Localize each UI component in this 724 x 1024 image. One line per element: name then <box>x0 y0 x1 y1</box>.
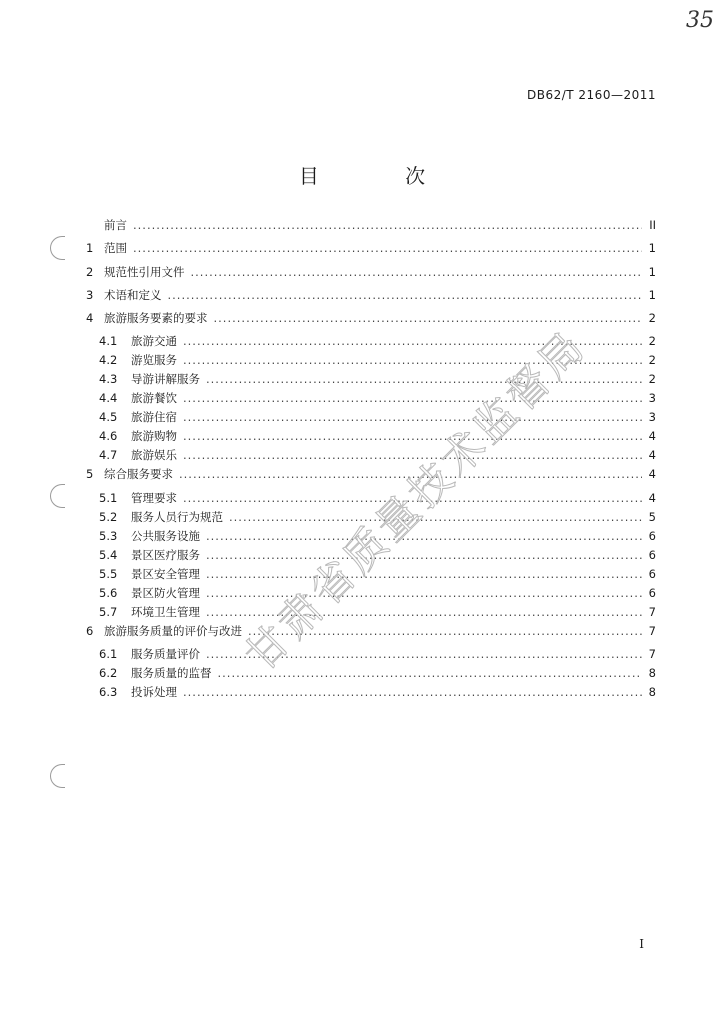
toc-entry-number: 4.6 <box>99 429 118 444</box>
toc-entry-page: 8 <box>648 666 656 681</box>
toc-entry-page: 6 <box>648 566 656 581</box>
toc-entry-label: 景区安全管理 <box>131 566 200 581</box>
table-of-contents <box>86 217 656 703</box>
toc-entry-page: 4 <box>648 490 656 505</box>
toc-entry-number: 5.2 <box>99 509 118 524</box>
toc-entry-page: 1 <box>648 241 656 256</box>
dot-leader <box>133 218 642 232</box>
toc-entry-label: 旅游服务要素的要求 <box>104 311 208 326</box>
dot-leader <box>183 391 642 405</box>
dot-leader <box>183 410 642 424</box>
toc-entry-number: 4.4 <box>99 391 118 406</box>
dot-leader <box>206 529 642 543</box>
toc-entry[interactable] <box>86 264 656 287</box>
toc-entry-page: 2 <box>648 372 656 387</box>
toc-entry-number: 4.3 <box>99 372 118 387</box>
toc-entry[interactable] <box>86 466 656 489</box>
toc-entry-number: 5.4 <box>99 547 118 562</box>
toc-entry-page: 7 <box>648 623 656 638</box>
toc-entry-label: 旅游服务质量的评价与改进 <box>104 623 242 638</box>
toc-entry-page: 3 <box>648 391 656 406</box>
toc-entry-number: 4 <box>86 311 94 326</box>
toc-entry-label: 投诉处理 <box>131 685 177 700</box>
toc-entry-label: 景区医疗服务 <box>131 547 200 562</box>
toc-entry[interactable] <box>86 409 656 428</box>
toc-entry[interactable] <box>86 287 656 310</box>
toc-entry-number: 1 <box>86 241 94 256</box>
toc-entry-label: 环境卫生管理 <box>131 604 200 619</box>
dot-leader <box>168 288 643 302</box>
toc-entry[interactable] <box>86 447 656 466</box>
toc-entry-page: 2 <box>648 311 656 326</box>
toc-entry[interactable] <box>86 684 656 703</box>
toc-entry-page: II <box>649 218 656 232</box>
toc-entry[interactable] <box>86 604 656 623</box>
toc-entry-label: 公共服务设施 <box>131 528 200 543</box>
toc-entry-label: 旅游购物 <box>131 429 177 444</box>
dot-leader <box>206 548 642 562</box>
toc-entry-number: 3 <box>86 287 94 302</box>
toc-entry-page: 7 <box>648 647 656 662</box>
toc-entry-number: 6.1 <box>99 647 118 662</box>
toc-entry-label: 前言 <box>104 218 127 232</box>
toc-entry[interactable] <box>86 665 656 684</box>
punch-hole-mark <box>50 764 65 788</box>
toc-entry[interactable] <box>86 623 656 646</box>
toc-entry-number: 2 <box>86 264 94 279</box>
toc-entry-number: 5.7 <box>99 604 118 619</box>
toc-entry-number: 4.1 <box>99 334 118 349</box>
document-code: DB62/T 2160—2011 <box>526 88 656 102</box>
toc-entry-page: 1 <box>648 287 656 302</box>
punch-hole-mark <box>50 484 65 508</box>
toc-entry-number: 5 <box>86 467 94 482</box>
toc-entry-page: 8 <box>648 685 656 700</box>
toc-entry-label: 规范性引用文件 <box>104 264 185 279</box>
dot-leader <box>183 429 642 443</box>
toc-entry-label: 导游讲解服务 <box>131 372 200 387</box>
toc-entry-number: 4.2 <box>99 353 118 368</box>
toc-entry-number: 6.3 <box>99 685 118 700</box>
toc-entry[interactable] <box>86 217 656 240</box>
dot-leader <box>206 567 642 581</box>
toc-entry-number: 4.5 <box>99 410 118 425</box>
toc-entry-number: 5.3 <box>99 528 118 543</box>
toc-entry-number: 5.6 <box>99 585 118 600</box>
toc-entry-page: 7 <box>648 604 656 619</box>
toc-entry-page: 5 <box>648 509 656 524</box>
toc-entry-label: 综合服务要求 <box>104 467 173 482</box>
dot-leader <box>191 265 643 279</box>
toc-entry-page: 2 <box>648 353 656 368</box>
toc-entry[interactable] <box>86 646 656 665</box>
dot-leader <box>133 241 642 255</box>
toc-entry-label: 旅游交通 <box>131 334 177 349</box>
toc-entry-page: 2 <box>648 334 656 349</box>
toc-entry-page: 1 <box>648 264 656 279</box>
toc-entry-number: 5.5 <box>99 566 118 581</box>
toc-entry-label: 服务质量的监督 <box>131 666 212 681</box>
toc-entry-label: 景区防火管理 <box>131 585 200 600</box>
toc-entry-number: 4.7 <box>99 448 118 463</box>
toc-entry-label: 服务质量评价 <box>131 647 200 662</box>
toc-entry-label: 术语和定义 <box>104 287 162 302</box>
toc-entry-label: 游览服务 <box>131 353 177 368</box>
toc-entry-label: 范围 <box>104 241 127 256</box>
punch-hole-mark <box>50 236 65 260</box>
toc-entry-label: 旅游餐饮 <box>131 391 177 406</box>
toc-entry[interactable] <box>86 585 656 604</box>
toc-entry[interactable] <box>86 240 656 263</box>
toc-entry-page: 3 <box>648 410 656 425</box>
toc-entry-number: 6 <box>86 623 94 638</box>
handwritten-page-number: 35 <box>686 8 714 33</box>
toc-entry-label: 服务人员行为规范 <box>131 509 223 524</box>
toc-entry-label: 管理要求 <box>131 490 177 505</box>
toc-entry[interactable] <box>86 390 656 409</box>
toc-entry-page: 6 <box>648 585 656 600</box>
toc-entry-number: 5.1 <box>99 490 118 505</box>
toc-entry-label: 旅游住宿 <box>131 410 177 425</box>
toc-entry-page: 4 <box>648 467 656 482</box>
toc-entry-label: 旅游娱乐 <box>131 448 177 463</box>
dot-leader <box>183 685 642 699</box>
page-title: 目 次 <box>298 164 466 188</box>
toc-entry-page: 6 <box>648 547 656 562</box>
footer-page-number: I <box>639 937 644 951</box>
dot-leader <box>214 311 643 325</box>
toc-entry-page: 4 <box>648 448 656 463</box>
toc-entry-page: 6 <box>648 528 656 543</box>
toc-entry-number: 6.2 <box>99 666 118 681</box>
watermark: 甘肃省质量技术监督局 <box>235 320 596 681</box>
toc-entry-page: 4 <box>648 429 656 444</box>
toc-entry[interactable] <box>86 428 656 447</box>
